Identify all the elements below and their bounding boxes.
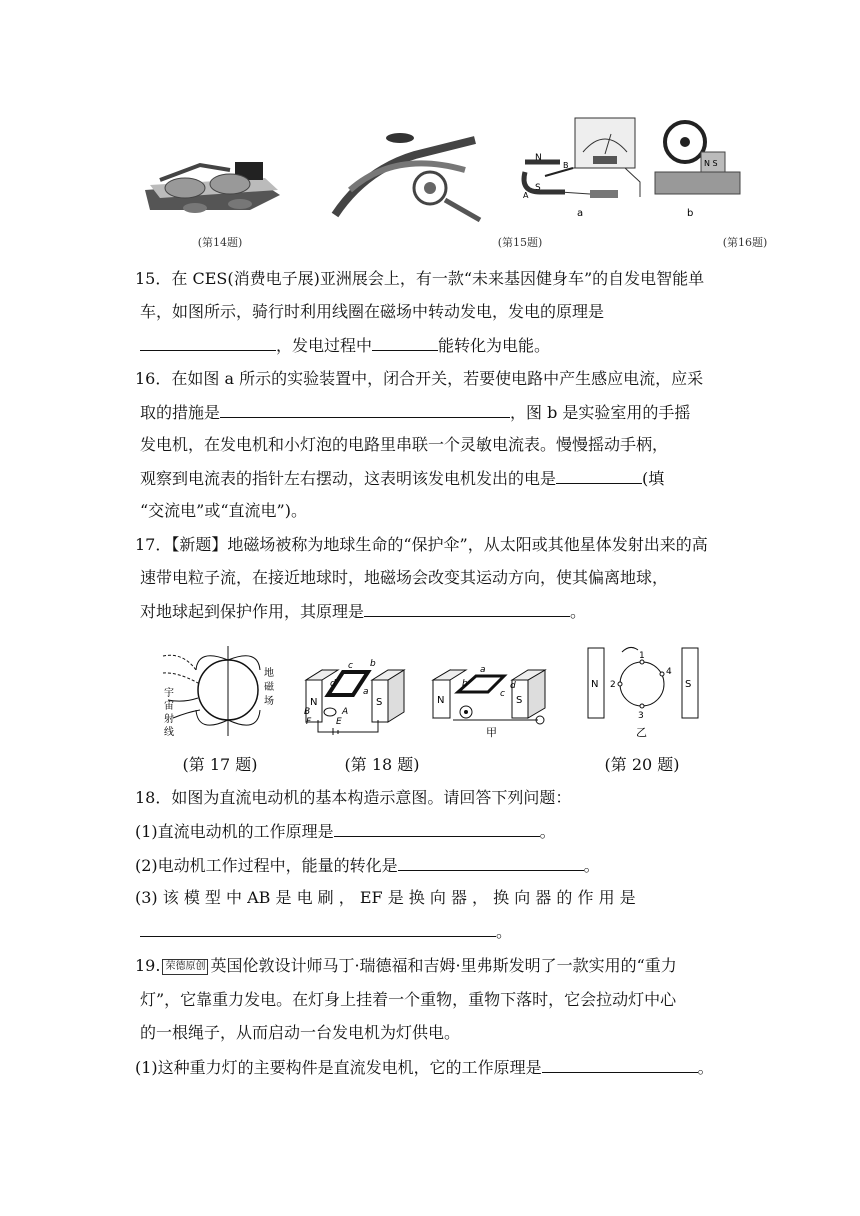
fig16-label-b: b — [687, 208, 694, 219]
q18-part1 — [135, 820, 556, 843]
q19-line2: 灯”，它靠重力发电。在灯身上挂着一个重物，重物下落时，它会拉动灯中心 — [140, 990, 677, 1009]
fig19-label-N: N — [437, 695, 445, 706]
q16-text-4-end: (填 — [642, 469, 665, 488]
q16-blank-2[interactable] — [556, 467, 642, 484]
q19-original-tag: 荣德原创 — [162, 959, 208, 975]
fig16-label-a: a — [577, 208, 584, 219]
q17-text-start: 对地球起到保护作用，其原理是 — [140, 602, 365, 621]
fig18-label-a: a — [363, 687, 369, 697]
q18-part1-text: (1)直流电动机的工作原理是 — [135, 822, 334, 841]
figure-q15-bike — [325, 130, 485, 225]
q19-blank-1[interactable] — [542, 1056, 698, 1073]
q19-line1-text: 英国伦敦设计师马丁·瑞德福和吉姆·里弗斯发明了一款实用的“重力 — [210, 956, 677, 975]
figure-q20-ring — [582, 640, 702, 740]
caption-q14: (第14题) — [197, 236, 243, 249]
caption-q20: (第 20 题) — [604, 755, 680, 774]
fig20-label-4: 4 — [666, 667, 672, 677]
q16-line1: 16．在如图 a 所示的实验装置中，闭合开关，若要使电路中产生感应电流，应采 — [135, 369, 704, 388]
fig16-label-S: S — [535, 183, 541, 193]
q15-blank-2[interactable] — [372, 334, 438, 351]
q18-part2 — [135, 854, 600, 877]
fig18-label-F: F — [306, 717, 312, 727]
q16-line5: “交流电”或“直流电”)。 — [140, 501, 307, 520]
figure-q14-boat — [140, 140, 290, 220]
fig17-label-left-3: 射 — [164, 714, 174, 725]
caption-q15: (第15题) — [497, 236, 543, 249]
figure-q18-motor — [298, 650, 413, 735]
fig19-label-a: a — [480, 665, 486, 675]
q18-part2-end: 。 — [583, 856, 600, 875]
q18-blank-3[interactable] — [140, 920, 496, 937]
fig18-label-A: A — [342, 707, 349, 717]
fig20-label-3: 3 — [638, 711, 644, 721]
q18-part3-end: 。 — [496, 922, 513, 941]
q16-text-4-start: 观察到电流表的指针左右摆动，这表明该发电机发出的电是 — [140, 469, 557, 488]
q15-text-mid: ，发电过程中 — [276, 336, 373, 355]
fig19-label-b: b — [462, 679, 468, 689]
q19-part1 — [135, 1056, 714, 1079]
q16-line2 — [140, 401, 690, 424]
fig20-label-S: S — [685, 679, 692, 690]
q16-blank-1[interactable] — [220, 401, 510, 418]
fig17-label-right-3: 场 — [264, 696, 274, 707]
figure-q17-geomagnetic — [158, 638, 283, 746]
fig18-label-S: S — [376, 697, 383, 708]
fig20-label-2: 2 — [610, 680, 616, 690]
fig16-label-NS: N S — [704, 159, 718, 168]
q18-part3-line2 — [140, 920, 512, 943]
fig18-label-d: d — [330, 679, 336, 689]
fig19-label-jia: 甲 — [486, 726, 497, 739]
fig18-label-B: B — [304, 707, 311, 717]
q19-number: 19. — [135, 956, 161, 975]
q17-line1: 17．【新题】地磁场被称为地球生命的“保护伞”，从太阳或其他星体发射出来的高 — [135, 535, 708, 554]
q15-line3 — [140, 334, 550, 357]
caption-q16: (第16题) — [722, 236, 768, 249]
fig18-label-E: E — [336, 717, 342, 727]
q18-part2-text: (2)电动机工作过程中，能量的转化是 — [135, 856, 398, 875]
fig19-label-d: d — [510, 681, 516, 691]
caption-q18: (第 18 题) — [344, 755, 420, 774]
fig17-label-right-2: 磁 — [264, 682, 274, 693]
q19-line1 — [135, 955, 677, 977]
fig16-label-B: B — [563, 161, 569, 170]
q16-text-start: 取的措施是 — [140, 403, 221, 422]
fig18-label-N: N — [310, 697, 318, 708]
q17-text-end: 。 — [570, 602, 587, 621]
q19-part1-end: 。 — [697, 1058, 714, 1077]
fig20-label-1: 1 — [639, 651, 645, 661]
q17-line3 — [140, 600, 586, 623]
q18-part3: (3) 该 模 型 中 AB 是 电 刷 ， EF 是 换 向 器 ， 换 向 器 的 作 用 是 — [135, 888, 636, 907]
q18-part1-end: 。 — [539, 822, 556, 841]
q15-text-end: 能转化为电能。 — [438, 336, 551, 355]
q16-text-end: ，图 b 是实验室用的手摇 — [510, 403, 691, 422]
q18-blank-2[interactable] — [398, 854, 584, 871]
q17-blank[interactable] — [364, 600, 570, 617]
fig18-label-b: b — [370, 659, 376, 669]
fig16-label-A: A — [523, 191, 529, 200]
fig17-label-left-4: 线 — [164, 727, 174, 738]
fig17-label-right-1: 地 — [264, 668, 274, 679]
caption-q17: (第 17 题) — [182, 755, 258, 774]
q15-blank-1[interactable] — [140, 334, 276, 351]
q15-line2: 车，如图所示，骑行时利用线圈在磁场中转动发电，发电的原理是 — [140, 302, 605, 321]
fig19-label-c: c — [500, 689, 505, 699]
q17-line2: 速带电粒子流，在接近地球时，地磁场会改变其运动方向，使其偏离地球， — [140, 568, 669, 587]
fig16-label-N: N — [535, 153, 542, 163]
fig17-label-left-1: 宇 — [164, 688, 174, 699]
fig20-label-yi: 乙 — [636, 726, 647, 739]
figure-q19-generator-jia — [428, 648, 558, 740]
fig19-label-S: S — [516, 695, 523, 706]
q15-line1: 15．在 CES(消费电子展)亚洲展会上，有一款“未来基因健身车”的自发电智能单 — [135, 269, 705, 288]
q19-line3: 的一根绳子，从而启动一台发电机为灯供电。 — [140, 1023, 461, 1042]
q18-intro: 18．如图为直流电动机的基本构造示意图。请回答下列问题： — [135, 788, 572, 807]
q16-line4 — [140, 467, 664, 490]
q19-part1-text: (1)这种重力灯的主要构件是直流发电机，它的工作原理是 — [135, 1058, 542, 1077]
fig20-label-N: N — [591, 679, 599, 690]
fig17-label-left-2: 宙 — [164, 701, 174, 712]
q16-line3: 发电机，在发电机和小灯泡的电路里串联一个灵敏电流表。慢慢摇动手柄， — [140, 435, 669, 454]
q18-blank-1[interactable] — [334, 820, 540, 837]
fig18-label-c: c — [348, 661, 353, 671]
figure-q16-apparatus — [515, 112, 750, 222]
